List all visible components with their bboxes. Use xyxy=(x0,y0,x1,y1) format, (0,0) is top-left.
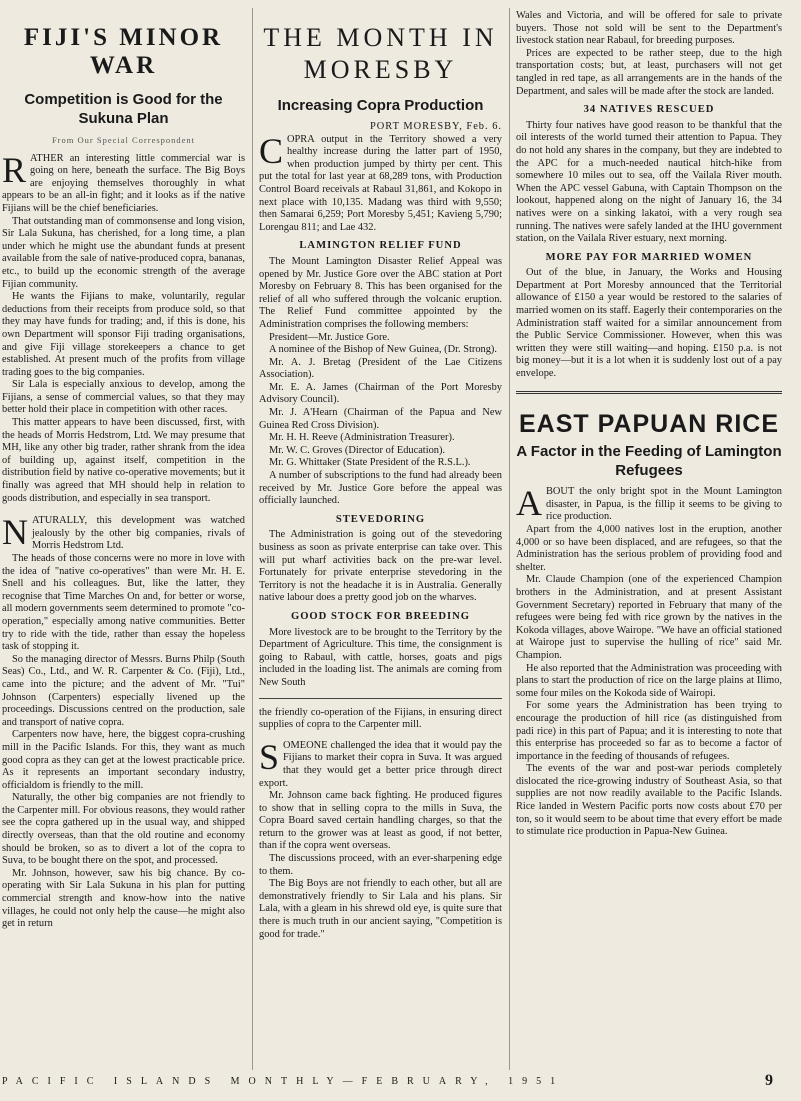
fiji-paragraph: The discussions proceed, with an ever-sharpening edge to them. xyxy=(259,853,502,877)
running-footer: PACIFIC ISLANDS MONTHLY—FEBRUARY, 1951 xyxy=(2,1076,565,1087)
moresby-paragraph: The Mount Lamington Disaster Relief Appeal was opened by Mr. Justice Gore over the ABC station at Port Moresby on February 8. This has been organised for the relief of all who suffered through the volcanic eruption. The Relief Fund committee appointed by the Administration comprises the following members: xyxy=(259,255,502,330)
moresby-paragraph: Mr. J. A'Hearn (Chairman of the Papua and New Guinea Red Cross Division). xyxy=(259,407,502,431)
moresby-paragraph: President—Mr. Justice Gore. xyxy=(269,331,390,343)
column-divider xyxy=(252,8,253,1070)
fiji-paragraph: So the managing director of Messrs. Burns Philp (South Seas) Co., Ltd., and W. R. Carpenter & Co. (Fiji), Ltd., came into the picture; and the advent of Mr. "Tui" Johnson (Carpenters) especially livened up the proceedings. Discussions centred on the production, sale and transport of native copra. xyxy=(2,653,245,728)
rice-paragraph: Mr. Claude Champion (one of the experienced Champion brothers in the Administration, and at present Assistant Government Secretary) reported in February that many of the refugees were being fed with rice grown by the natives in the Kokoda villages, above Wairope. "We have an official stationed at Wairope just to supervise the hulling of rice" said Mr. Champion. xyxy=(516,574,782,661)
fiji-article-title: FIJI'S MINOR WAR xyxy=(23,24,224,79)
drop-cap: A xyxy=(516,483,542,524)
fiji-paragraph: SOMEONE challenged the idea that it would pay the Fijians to market their copra in Suva. It was argued that they would get a better price through direct export. xyxy=(259,736,502,789)
moresby-paragraph: Mr. G. Whittaker (State President of the R.S.L.). xyxy=(269,457,471,469)
rice-article-subtitle: A Factor in the Feeding of Lamington Refugees xyxy=(516,443,782,480)
moresby-paragraph: Prices are expected to be rather steep, due to the high transportation costs; but, at least, purchasers will not get tangled in red tape, as all arrangements are in the hands of the Department, and sales will be made after the stock are landed. xyxy=(516,47,782,97)
dateline: PORT MORESBY, Feb. 6. xyxy=(369,121,502,132)
moresby-paragraph: A nominee of the Bishop of New Guinea, (Dr. Strong). xyxy=(269,344,497,356)
section-heading: STEVEDORING xyxy=(335,513,426,525)
fiji-article-subtitle: Competition is Good for the Sukuna Plan xyxy=(24,91,223,127)
fiji-paragraph: The Big Boys are not friendly to each other, but all are demonstratively friendly to Sir Lala and his plans. Sir Lala, with a gleam in his shrewd old eye, is quite sure that there is much truth in our ancient saying, "Competition is good for trade." xyxy=(259,878,502,940)
moresby-paragraph: Mr. W. C. Groves (Director of Education). xyxy=(269,444,446,456)
drop-cap: S xyxy=(259,736,280,777)
rice-paragraph: For some years the Administration has been trying to encourage the production of hill rice (as distinguished from padi rice) in this part of Papua; and it is interesting to note that this enterprise has proceeded so far as to become a factor of importance in the feeding of thousands of refugees. xyxy=(516,700,782,762)
divider xyxy=(259,698,502,699)
moresby-paragraph: A number of subscriptions to the fund had already been received by Mr. Justice Gore before the appeal was officially launched. xyxy=(259,470,502,507)
fiji-paragraph: Mr. Johnson came back fighting. He produced figures to show that in selling copra to the mills in Suva, the Copra Board saved certain handling charges, so that the return to the grower was at least as good, if not better, than if the copra went overseas. xyxy=(259,790,502,852)
fiji-paragraph: Sir Lala is especially anxious to develop, among the Fijians, a sense of commercial values, so that they may better hold their place in competition with other races. xyxy=(2,379,245,416)
drop-cap: N xyxy=(2,512,28,553)
fiji-paragraph: the friendly co-operation of the Fijians, in ensuring direct supplies of copra to the Carpenter mill. xyxy=(259,706,502,731)
column-moresby xyxy=(259,10,502,941)
fiji-paragraph: Carpenters now have, here, the biggest copra-crushing mill in the Pacific Islands. For this, they want as much good copra as they can get at the lowest practicable price. As it represents an important secondary industry, officialdom is friendly to the mill. xyxy=(2,729,245,791)
fiji-paragraph: RATHER an interesting little commercial war is going on here, beneath the surface. The Big Boys are enjoying themselves thoroughly in what appears to be an all-in fight; and it looks as if the native Fijians will be the chief beneficiaries. xyxy=(2,149,245,214)
column-right xyxy=(516,10,782,839)
section-heading: GOOD STOCK FOR BREEDING xyxy=(290,610,471,622)
rice-paragraph: Apart from the 4,000 natives lost in the eruption, another 4,000 or so have been displaced, and are refugees, so that the Administration has the serious problem of providing food and shelter. xyxy=(516,524,782,573)
section-heading: MORE PAY FOR MARRIED WOMEN xyxy=(545,251,753,263)
drop-cap: C xyxy=(259,130,284,171)
moresby-paragraph: More livestock are to be brought to the Territory by the Department of Agriculture. This time, the consignment is going to Rabaul, with cattle, horses, goats and pigs included in the loading list. The animals are coming from New South xyxy=(259,626,502,688)
column-fiji xyxy=(2,10,245,931)
fiji-paragraph: NATURALLY, this development was watched jealously by the other big companies, rivals of Morris Hedstrom Ltd. xyxy=(2,512,245,553)
rice-paragraph: ABOUT the only bright spot in the Mount Lamington disaster, in Papua, is the fillip it seems to be giving to rice production. xyxy=(516,483,782,524)
moresby-paragraph: Out of the blue, in January, the Works and Housing Department at Port Moresby announced that the Territorial allowance of £150 a year would be restored to the salaries of married women on its staff. Eagerly their contemporaries on the Administration staff waited for a similar announcement from the Public Service Commissioner. However, when this was written they were still waiting—and hoping. £150 p.a. is not big money—but it is a lot when it is suddenly lost out of a pay envelope. xyxy=(516,267,782,380)
fiji-paragraph: That outstanding man of commonsense and long vision, Sir Lala Sukuna, has cherished, for a long time, a plan under which he might use the abundant funds at present available from the sale of native-produced copra, bananas, etc., to build up the economic strength of the average Fijian community. xyxy=(2,215,245,290)
drop-cap: R xyxy=(2,149,27,190)
divider xyxy=(516,391,782,394)
section-heading: LAMINGTON RELIEF FUND xyxy=(299,240,462,252)
section-heading: 34 NATIVES RESCUED xyxy=(583,104,715,116)
fiji-paragraph: The heads of those concerns were no more in love with the idea of "native co-operatives" than were Mr. H. E. Snell and his colleagues. But, like the latter, they recognise that Time Marches On and, for better or worse, all modern governments seem determined to promote "co-operation," especially among native communities. Better try to ride with the tide, rather than essay the hopeless task of stopping it. xyxy=(2,553,245,653)
fiji-paragraph: Naturally, the other big companies are not friendly to the Carpenter mill. For obvious reasons, they would rather see the copra gathered up in the usual way, and shipped directly overseas, than that the old routine and economy should be broken, so as to divert a lot of the copra to Suva, to be bought there on the spot, and processed. xyxy=(2,792,245,867)
moresby-paragraph: Wales and Victoria, and will be offered for sale to private buyers. Those not sold will be sent to the Department's livestock station near Rabaul, for breeding purposes. xyxy=(516,10,782,47)
moresby-paragraph: Mr. A. J. Bretag (President of the Lae Citizens Association). xyxy=(259,356,502,381)
rice-paragraph: The events of the war and post-war periods completely dislocated the rice-growing industry of Southeast Asia, so that supplies are not now readily available to the Pacific Islands. Rice landed in Western Pacific ports now costs about £70 per ton, so it would seem to be about time that every effort be made to stimulate rice production in Papua-New Guinea. xyxy=(516,763,782,838)
fiji-byline: From Our Special Correspondent xyxy=(51,135,196,145)
moresby-article-title: THE MONTH IN MORESBY xyxy=(263,23,498,84)
column-divider xyxy=(509,8,510,1070)
moresby-article-subtitle: Increasing Copra Production xyxy=(277,97,484,114)
page-number: 9 xyxy=(765,1072,773,1089)
fiji-paragraph: Mr. Johnson, however, saw his big chance. By co-operating with Sir Lala Sukuna in his plan for putting commercial strength and know-how into the native villages, he could not only help the cause—he might also get in return xyxy=(2,867,245,930)
fiji-paragraph: This matter appears to have been discussed, first, with the heads of Morris Hedstrom, Ltd. We may presume that MH, like any other big trader, rather shrank from the idea of building up, against itself, competition in the distribution field by native co-operative movements; but it finally was agreed that MH should help in relation to goods distribution, and especially in sea transport. xyxy=(2,417,245,504)
moresby-paragraph: Thirty four natives have good reason to be thankful that the oil interests of the world turned their attention to Papua. They do not hold any shares in the company, but they are indebted to the APC for a much-needed nautical hitch-hike from somewhere 10 miles out to sea, off the Vailala River mouth. When the APC vessel Gabuna, with Captain Thompson on the lookout, happened along on the night of January 16, the 34 natives were on a sinking lakatoi, with a very rough sea running. The natives were safely landed at the IHU government station, on the Vailala River estuary, next morning. xyxy=(516,119,782,245)
moresby-paragraph: Mr. E. A. James (Chairman of the Port Moresby Advisory Council). xyxy=(259,381,502,406)
moresby-paragraph: The Administration is going out of the stevedoring business as soon as private enterprise can take over. This will put wharf activities back on the pre-war level. Fortunately for private enterprise stevedoring in the Territory is not the headache it is in Australia. Generally native labour does a pretty good job on the wharves. xyxy=(259,529,502,604)
moresby-paragraph: COPRA output in the Territory showed a very healthy increase during the latter part of 1950, when production jumped by thirty per cent. This put the total for last year at 68,289 tons, with Production Control Board receivals at Rabaul 31,861, and Kokopo in next place with 10,135. Madang was third with 9,550; then Samarai 6,259; Port Moresby 5,451; Kavieng 5,790; Lorengau 811; and Lae 432. xyxy=(259,130,502,233)
rice-article-title: EAST PAPUAN RICE xyxy=(518,409,779,438)
rice-paragraph: He also reported that the Administration was proceeding with plans to start the production of rice on the large plains at Ilimo, some four miles on the Kokoda side of Wairopi. xyxy=(516,662,782,699)
moresby-paragraph: Mr. H. H. Reeve (Administration Treasurer). xyxy=(269,432,455,444)
fiji-paragraph: He wants the Fijians to make, voluntarily, regular deductions from their receipts from produce sold, so that they may have funds for trading; and, if this is done, his own Department will sponsor Fiji trading organisations, and give Fiji village storekeepers a chance to get established. At present much of the profits from village trading goes to the big companies. xyxy=(2,291,245,378)
